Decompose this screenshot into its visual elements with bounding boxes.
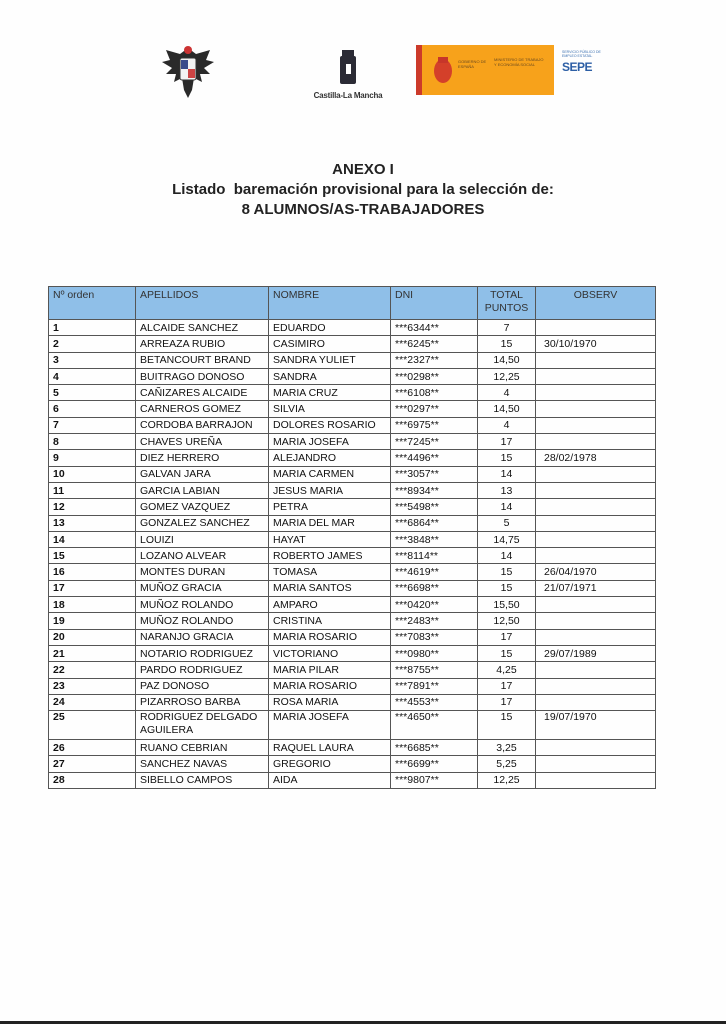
cell-surnames: RUANO CEBRIAN [136,740,269,756]
cell-dni: ***6108** [391,385,478,401]
cell-observations [536,320,656,336]
cell-order: 13 [49,515,136,531]
cell-name: ROSA MARIA [269,694,391,710]
cell-name: JESUS MARIA [269,482,391,498]
cell-name: AMPARO [269,597,391,613]
cell-total-points: 4 [478,417,536,433]
gobierno-espana-logo: GOBIERNO DE ESPAÑA MINISTERIO DE TRABAJO Y ECONOMÍA SOCIAL [416,45,554,95]
table-row [49,548,656,564]
cell-surnames: GOMEZ VAZQUEZ [136,499,269,515]
cell-total-points: 5,25 [478,756,536,772]
cell-dni: ***6699** [391,756,478,772]
cell-observations [536,629,656,645]
table-row [49,385,656,401]
cell-total-points: 17 [478,694,536,710]
table-row [49,336,656,352]
cell-total-points: 5 [478,515,536,531]
castilla-la-mancha-logo: Castilla-La Mancha [310,48,386,100]
table-row [49,450,656,466]
cell-name: EDUARDO [269,320,391,336]
cell-observations [536,548,656,564]
cell-dni: ***7083** [391,629,478,645]
cell-observations: 19/07/1970 [536,711,656,740]
cell-surnames: ALCAIDE SANCHEZ [136,320,269,336]
cell-total-points: 12,25 [478,772,536,788]
cell-surnames: LOZANO ALVEAR [136,548,269,564]
table-row [49,564,656,580]
cell-surnames: MUÑOZ GRACIA [136,580,269,596]
cell-order: 7 [49,417,136,433]
cell-order: 9 [49,450,136,466]
cell-surnames: GONZALEZ SANCHEZ [136,515,269,531]
cell-total-points: 15 [478,450,536,466]
cell-observations [536,434,656,450]
toledo-crest-logo [160,42,216,100]
cell-name: SANDRA YULIET [269,352,391,368]
cell-total-points: 12,50 [478,613,536,629]
table-row [49,613,656,629]
cell-order: 11 [49,482,136,498]
cell-order: 15 [49,548,136,564]
header-observations: OBSERV [536,287,656,320]
cell-dni: ***4650** [391,711,478,740]
cell-surnames: SANCHEZ NAVAS [136,756,269,772]
cell-name: MARIA DEL MAR [269,515,391,531]
cell-observations [536,772,656,788]
cell-observations [536,756,656,772]
cell-total-points: 7 [478,320,536,336]
cell-surnames: CAÑIZARES ALCAIDE [136,385,269,401]
header-total-points: TOTAL PUNTOS [478,287,536,320]
cell-order: 18 [49,597,136,613]
cell-name: MARIA JOSEFA [269,434,391,450]
cell-name: DOLORES ROSARIO [269,417,391,433]
table-row [49,320,656,336]
table-row [49,482,656,498]
cell-total-points: 4 [478,385,536,401]
cell-surnames: PARDO RODRIGUEZ [136,662,269,678]
cell-total-points: 13 [478,482,536,498]
cell-dni: ***2483** [391,613,478,629]
cell-surnames: GARCIA LABIAN [136,482,269,498]
cell-name: MARIA ROSARIO [269,629,391,645]
cell-surnames: NOTARIO RODRIGUEZ [136,645,269,661]
cell-order: 25 [49,711,136,740]
cell-surnames: DIEZ HERRERO [136,450,269,466]
cell-dni: ***0980** [391,645,478,661]
cell-total-points: 15 [478,564,536,580]
cell-order: 3 [49,352,136,368]
cell-observations [536,352,656,368]
cell-surnames: PIZARROSO BARBA [136,694,269,710]
cell-dni: ***6698** [391,580,478,596]
cell-observations [536,466,656,482]
table-row [49,678,656,694]
header-name: NOMBRE [269,287,391,320]
cell-order: 20 [49,629,136,645]
cell-total-points: 3,25 [478,740,536,756]
document-title [0,160,726,220]
table-row [49,368,656,384]
cell-observations [536,740,656,756]
cell-name: SILVIA [269,401,391,417]
cell-total-points: 15 [478,580,536,596]
cell-order: 1 [49,320,136,336]
cell-name: TOMASA [269,564,391,580]
cell-dni: ***6685** [391,740,478,756]
table-header-row [49,287,656,320]
table-row [49,711,656,740]
table-row [49,466,656,482]
cell-order: 8 [49,434,136,450]
table-row [49,434,656,450]
cell-order: 22 [49,662,136,678]
cell-observations [536,482,656,498]
cell-observations [536,499,656,515]
cell-name: CRISTINA [269,613,391,629]
cell-order: 12 [49,499,136,515]
cell-total-points: 15 [478,711,536,740]
cell-name: MARIA PILAR [269,662,391,678]
cell-surnames: LOUIZI [136,531,269,547]
cell-observations [536,401,656,417]
cell-total-points: 14,50 [478,352,536,368]
cell-order: 21 [49,645,136,661]
cell-observations [536,417,656,433]
cell-surnames: BUITRAGO DONOSO [136,368,269,384]
cell-dni: ***0420** [391,597,478,613]
cell-observations: 26/04/1970 [536,564,656,580]
cell-observations [536,515,656,531]
cell-surnames: BETANCOURT BRAND [136,352,269,368]
cell-name: AIDA [269,772,391,788]
cell-order: 16 [49,564,136,580]
cell-dni: ***6245** [391,336,478,352]
table-row [49,531,656,547]
cell-order: 6 [49,401,136,417]
table-row [49,740,656,756]
cell-name: ROBERTO JAMES [269,548,391,564]
cell-name: ALEJANDRO [269,450,391,466]
cell-order: 19 [49,613,136,629]
table-row [49,645,656,661]
cell-order: 26 [49,740,136,756]
table-row [49,662,656,678]
cell-observations: 29/07/1989 [536,645,656,661]
cell-total-points: 12,25 [478,368,536,384]
cell-name: SANDRA [269,368,391,384]
cell-name: GREGORIO [269,756,391,772]
cell-order: 17 [49,580,136,596]
cell-dni: ***8114** [391,548,478,564]
results-table [48,286,656,789]
cell-observations [536,662,656,678]
cell-total-points: 17 [478,434,536,450]
cell-surnames: CARNEROS GOMEZ [136,401,269,417]
header-surnames: APELLIDOS [136,287,269,320]
cell-dni: ***8755** [391,662,478,678]
sepe-logo: SERVICIO PÚBLICO DE EMPLEO ESTATAL SEPE [562,50,601,74]
cell-order: 5 [49,385,136,401]
cell-observations: 30/10/1970 [536,336,656,352]
cell-observations [536,531,656,547]
cell-dni: ***4496** [391,450,478,466]
cell-name: PETRA [269,499,391,515]
cell-dni: ***9807** [391,772,478,788]
table-row [49,772,656,788]
cell-total-points: 15 [478,336,536,352]
cell-order: 23 [49,678,136,694]
cell-surnames: GALVAN JARA [136,466,269,482]
annex-title: ANEXO I [332,161,394,178]
table-row [49,597,656,613]
cell-total-points: 4,25 [478,662,536,678]
cell-observations: 28/02/1978 [536,450,656,466]
cell-dni: ***0297** [391,401,478,417]
table-row [49,401,656,417]
cell-dni: ***5498** [391,499,478,515]
header-dni: DNI [391,287,478,320]
cell-name: MARIA CARMEN [269,466,391,482]
cell-total-points: 14,75 [478,531,536,547]
table-row [49,515,656,531]
cell-dni: ***7891** [391,678,478,694]
cell-dni: ***6344** [391,320,478,336]
cell-observations: 21/07/1971 [536,580,656,596]
cell-order: 10 [49,466,136,482]
cell-name: MARIA SANTOS [269,580,391,596]
cell-surnames: CORDOBA BARRAJON [136,417,269,433]
cell-observations [536,385,656,401]
cell-dni: ***8934** [391,482,478,498]
cell-total-points: 15 [478,645,536,661]
header-order: Nº orden [49,287,136,320]
cell-dni: ***3848** [391,531,478,547]
cell-observations [536,368,656,384]
cell-name: MARIA CRUZ [269,385,391,401]
cell-surnames: MUÑOZ ROLANDO [136,597,269,613]
table-row [49,629,656,645]
cell-surnames: CHAVES UREÑA [136,434,269,450]
cell-name: VICTORIANO [269,645,391,661]
cell-total-points: 14 [478,466,536,482]
list-subtitle: Listado baremación provisional para la selección de: [172,181,554,198]
cell-surnames: MUÑOZ ROLANDO [136,613,269,629]
cell-name: MARIA ROSARIO [269,678,391,694]
table-row [49,352,656,368]
cell-name: HAYAT [269,531,391,547]
selection-subtitle: 8 ALUMNOS/AS-TRABAJADORES [241,201,485,218]
cell-order: 24 [49,694,136,710]
cell-observations [536,597,656,613]
cell-dni: ***0298** [391,368,478,384]
cell-order: 14 [49,531,136,547]
cell-dni: ***2327** [391,352,478,368]
cell-name: CASIMIRO [269,336,391,352]
cell-dni: ***3057** [391,466,478,482]
cell-name: MARIA JOSEFA [269,711,391,740]
table-row [49,694,656,710]
cell-dni: ***6864** [391,515,478,531]
cell-surnames: MONTES DURAN [136,564,269,580]
cell-dni: ***7245** [391,434,478,450]
cell-order: 28 [49,772,136,788]
cell-dni: ***4553** [391,694,478,710]
cell-surnames: SIBELLO CAMPOS [136,772,269,788]
cell-total-points: 14 [478,499,536,515]
cell-observations [536,678,656,694]
cell-surnames: PAZ DONOSO [136,678,269,694]
cell-total-points: 14 [478,548,536,564]
cell-total-points: 17 [478,678,536,694]
cell-total-points: 14,50 [478,401,536,417]
cell-surnames: NARANJO GRACIA [136,629,269,645]
cell-total-points: 17 [478,629,536,645]
cell-dni: ***4619** [391,564,478,580]
cell-order: 2 [49,336,136,352]
cell-dni: ***6975** [391,417,478,433]
cell-observations [536,613,656,629]
cell-surnames: ARREAZA RUBIO [136,336,269,352]
table-row [49,580,656,596]
cell-surnames: RODRIGUEZ DELGADO AGUILERA [136,711,269,740]
cell-order: 4 [49,368,136,384]
table-row [49,417,656,433]
table-row [49,756,656,772]
cell-total-points: 15,50 [478,597,536,613]
table-row [49,499,656,515]
cell-name: RAQUEL LAURA [269,740,391,756]
cell-observations [536,694,656,710]
cell-order: 27 [49,756,136,772]
